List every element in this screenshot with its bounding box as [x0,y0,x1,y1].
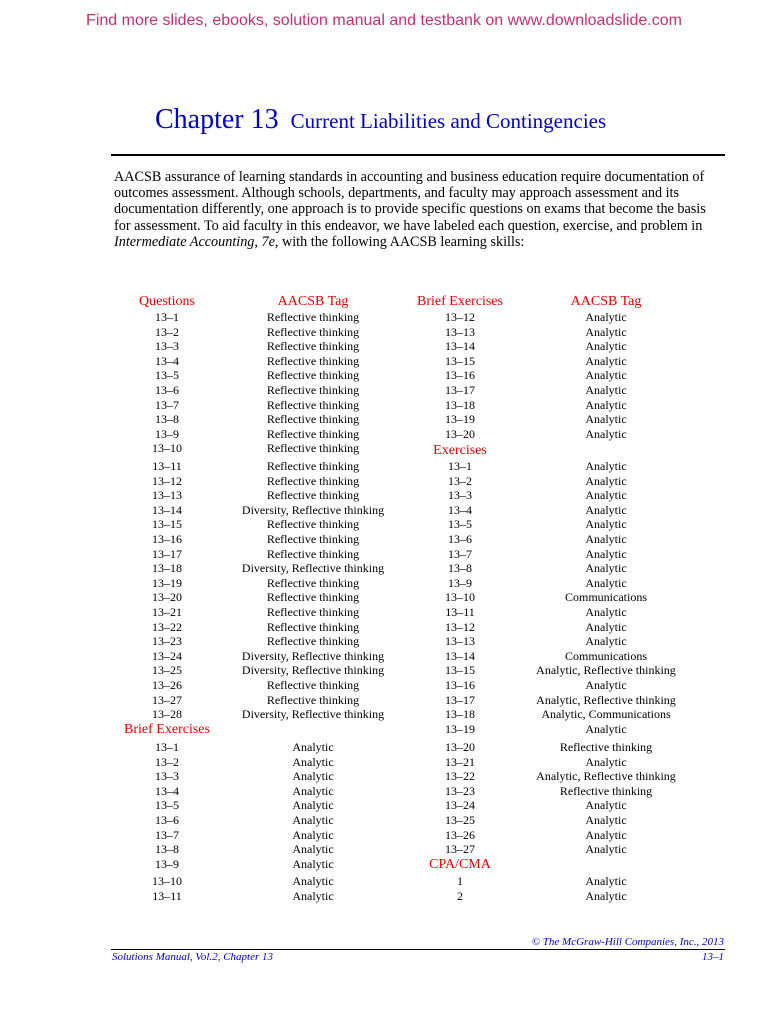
question-number: 13–5 [155,368,179,383]
question-number: 13–11 [152,459,182,473]
exercise-tag: Analytic [585,502,627,517]
exercise-tag: Analytic [585,605,627,619]
exercise-tag: Analytic, Reflective thinking [536,769,676,784]
exercise-number: 13–27 [445,842,475,857]
exercise-number: 13–2 [448,473,472,488]
aacsb-tag-header: AACSB Tag [570,294,642,309]
exercise-number: 13–1 [448,459,472,473]
brief-exercise-tag: Analytic [292,874,334,888]
exercise-tag: Reflective thinking [559,783,653,798]
brief-exercise-tag: Analytic [292,813,334,827]
question-tag: Reflective thinking [266,619,360,634]
footer-source: Solutions Manual, Vol.2, Chapter 13 [112,951,274,963]
exercise-tag: Analytic [585,842,627,857]
question-number: 13–2 [155,324,179,339]
question-tag: Reflective thinking [266,517,360,532]
question-tag: Reflective thinking [266,383,360,397]
exercise-tag: Reflective thinking [559,740,653,754]
question-tag: Reflective thinking [266,532,360,546]
question-tag: Reflective thinking [266,441,360,456]
exercise-number: 13–24 [445,798,475,813]
exercise-tag: Analytic [585,798,627,813]
exercise-tag: Analytic, Reflective thinking [536,663,676,678]
question-tag: Reflective thinking [266,634,360,649]
question-tag: Reflective thinking [266,575,360,590]
question-tag: Reflective thinking [266,459,360,473]
exercise-number: 13–14 [445,648,475,663]
brief-exercise-tag: Analytic [585,412,627,427]
question-tag: Reflective thinking [266,324,360,339]
exercise-number: 13–26 [445,827,475,842]
exercise-tag: Analytic, Communications [541,707,671,722]
question-number: 13–14 [152,502,182,517]
question-tag: Diversity, Reflective thinking [241,648,385,663]
brief-exercise-tag: Analytic [292,827,334,842]
brief-exercise-number: 13–5 [155,798,179,813]
brief-exercise-tag: Analytic [292,856,334,871]
exercise-number: 13–5 [448,517,472,532]
exercise-tag: Analytic [585,488,627,503]
exercise-number: 13–4 [448,502,472,517]
question-number: 13–20 [152,590,182,605]
exercise-tag: Analytic [585,721,627,736]
brief-exercises-header: Brief Exercises [417,294,503,309]
exercise-tag: Analytic [585,561,627,576]
question-tag: Reflective thinking [266,678,360,692]
question-number: 13–23 [152,634,182,649]
question-number: 13–7 [155,397,179,412]
question-tag: Reflective thinking [266,310,360,324]
exercise-number: 13–3 [448,488,472,503]
exercise-tag: Communications [565,648,647,663]
exercise-number: 13–19 [445,721,475,736]
brief-exercise-number: 13–7 [155,827,179,842]
brief-exercise-number: 13–17 [445,383,475,397]
question-tag: Diversity, Reflective thinking [241,561,385,576]
question-number: 13–8 [155,412,179,427]
exercise-tag: Communications [565,590,647,605]
question-tag: Reflective thinking [266,546,360,561]
question-number: 13–28 [152,707,182,722]
exercise-number: 13–13 [445,634,475,649]
cpa-number: 1 [457,874,463,888]
question-number: 13–27 [152,692,182,707]
brief-exercise-tag: Analytic [585,368,627,383]
question-number: 13–26 [152,678,182,692]
exercise-number: 13–7 [448,546,472,561]
exercise-tag: Analytic [585,619,627,634]
brief-exercise-number: 13–14 [445,339,475,354]
brief-exercise-number: 13–15 [445,353,475,368]
question-tag: Reflective thinking [266,368,360,383]
question-tag: Reflective thinking [266,412,360,427]
question-number: 13–4 [155,353,179,368]
brief-exercise-number: 13–18 [445,397,475,412]
brief-exercise-number: 13–8 [155,842,179,857]
cpa-cma-header: CPA/CMA [429,857,491,872]
brief-exercise-number: 13–4 [155,783,179,798]
question-number: 13–12 [152,473,182,488]
brief-exercise-number: 13–1 [155,740,179,754]
exercise-tag: Analytic [585,473,627,488]
brief-exercise-tag: Analytic [292,783,334,798]
brief-exercise-tag: Analytic [292,842,334,857]
exercise-tag: Analytic [585,532,627,546]
question-number: 13–6 [155,383,179,397]
exercise-number: 13–21 [445,754,475,769]
question-number: 13–1 [155,310,179,324]
chapter-subtitle: Current Liabilities and Contingencies [290,109,607,133]
exercise-number: 13–17 [445,692,475,707]
exercise-tag: Analytic, Reflective thinking [536,692,676,707]
brief-exercise-number: 13–2 [155,754,179,769]
exercise-number: 13–15 [445,663,475,678]
questions-header: Questions [139,294,195,309]
brief-exercise-number: 13–6 [155,813,179,827]
exercise-tag: Analytic [585,459,627,473]
question-tag: Diversity, Reflective thinking [241,707,385,722]
page-number: 13–1 [702,951,724,963]
exercise-tag: Analytic [585,678,627,692]
question-number: 13–25 [152,663,182,678]
question-number: 13–18 [152,561,182,576]
brief-exercise-tag: Analytic [585,339,627,354]
brief-exercise-number: 13–9 [155,856,179,871]
brief-exercise-number: 13–10 [152,874,182,888]
brief-exercise-number: 13–20 [445,426,475,441]
book-title: Intermediate Accounting, 7e, [114,233,279,250]
intro-text-after: with the following AACSB learning skills: [278,233,525,250]
exercise-tag: Analytic [585,813,627,827]
exercises-header: Exercises [433,443,487,458]
brief-exercise-tag: Analytic [292,798,334,813]
cpa-tag: Analytic [585,888,627,903]
question-tag: Reflective thinking [266,397,360,412]
brief-exercise-tag: Analytic [585,324,627,339]
exercise-number: 13–25 [445,813,475,827]
exercise-tag: Analytic [585,827,627,842]
brief-exercise-tag: Analytic [292,754,334,769]
exercise-number: 13–18 [445,707,475,722]
chapter-number: Chapter 13 [155,104,279,135]
brief-exercise-number: 13–12 [445,310,475,324]
cpa-tag: Analytic [585,874,627,888]
exercise-number: 13–9 [448,575,472,590]
exercise-tag: Analytic [585,754,627,769]
question-tag: Reflective thinking [266,473,360,488]
question-tag: Diversity, Reflective thinking [241,502,385,517]
footer-rule [111,949,725,950]
question-number: 13–22 [152,619,182,634]
question-number: 13–10 [152,441,182,456]
exercise-tag: Analytic [585,517,627,532]
brief-exercise-tag: Analytic [585,383,627,397]
brief-exercise-number: 13–16 [445,368,475,383]
download-banner[interactable]: Find more slides, ebooks, solution manual and testbank on www.downloadslide.com [86,12,682,29]
question-number: 13–19 [152,575,182,590]
exercise-number: 13–16 [445,678,475,692]
exercise-number: 13–20 [445,740,475,754]
brief-exercise-tag: Analytic [292,769,334,784]
copyright: © The McGraw-Hill Companies, Inc., 2013 [531,936,724,948]
exercise-number: 13–22 [445,769,475,784]
question-tag: Reflective thinking [266,339,360,354]
question-number: 13–13 [152,488,182,503]
exercise-number: 13–10 [445,590,475,605]
brief-exercise-tag: Analytic [585,353,627,368]
exercise-tag: Analytic [585,634,627,649]
question-number: 13–17 [152,546,182,561]
exercise-number: 13–6 [448,532,472,546]
exercise-tag: Analytic [585,546,627,561]
question-tag: Reflective thinking [266,488,360,503]
question-tag: Diversity, Reflective thinking [241,663,385,678]
question-tag: Reflective thinking [266,692,360,707]
brief-exercise-tag: Analytic [585,397,627,412]
brief-exercise-tag: Analytic [292,888,334,903]
exercise-tag: Analytic [585,575,627,590]
intro-text-before: AACSB assurance of learning standards in accounting and business education require documentation of outcomes assessment. Although schools, departments, and faculty may approach assessment and its documentation differently, one approach is to provide specific questions on exams that become the basis for assessment. To aid faculty in this endeavor, we have labeled each question, exercise, and problem in [114,169,706,234]
question-tag: Reflective thinking [266,353,360,368]
exercise-number: 13–12 [445,619,475,634]
brief-exercises-header: Brief Exercises [124,722,210,737]
brief-exercise-tag: Analytic [292,740,334,754]
question-number: 13–3 [155,339,179,354]
exercise-number: 13–23 [445,783,475,798]
brief-exercise-tag: Analytic [585,426,627,441]
brief-exercise-number: 13–3 [155,769,179,784]
question-tag: Reflective thinking [266,590,360,605]
question-number: 13–21 [152,605,182,619]
question-tag: Reflective thinking [266,605,360,619]
question-number: 13–16 [152,532,182,546]
aacsb-tag-header: AACSB Tag [277,294,349,309]
exercise-number: 13–11 [445,605,475,619]
brief-exercise-tag: Analytic [585,310,627,324]
brief-exercise-number: 13–19 [445,412,475,427]
cpa-number: 2 [457,888,463,903]
question-number: 13–9 [155,426,179,441]
exercise-number: 13–8 [448,561,472,576]
brief-exercise-number: 13–13 [445,324,475,339]
question-tag: Reflective thinking [266,426,360,441]
question-number: 13–15 [152,517,182,532]
brief-exercise-number: 13–11 [152,888,182,903]
question-number: 13–24 [152,648,182,663]
